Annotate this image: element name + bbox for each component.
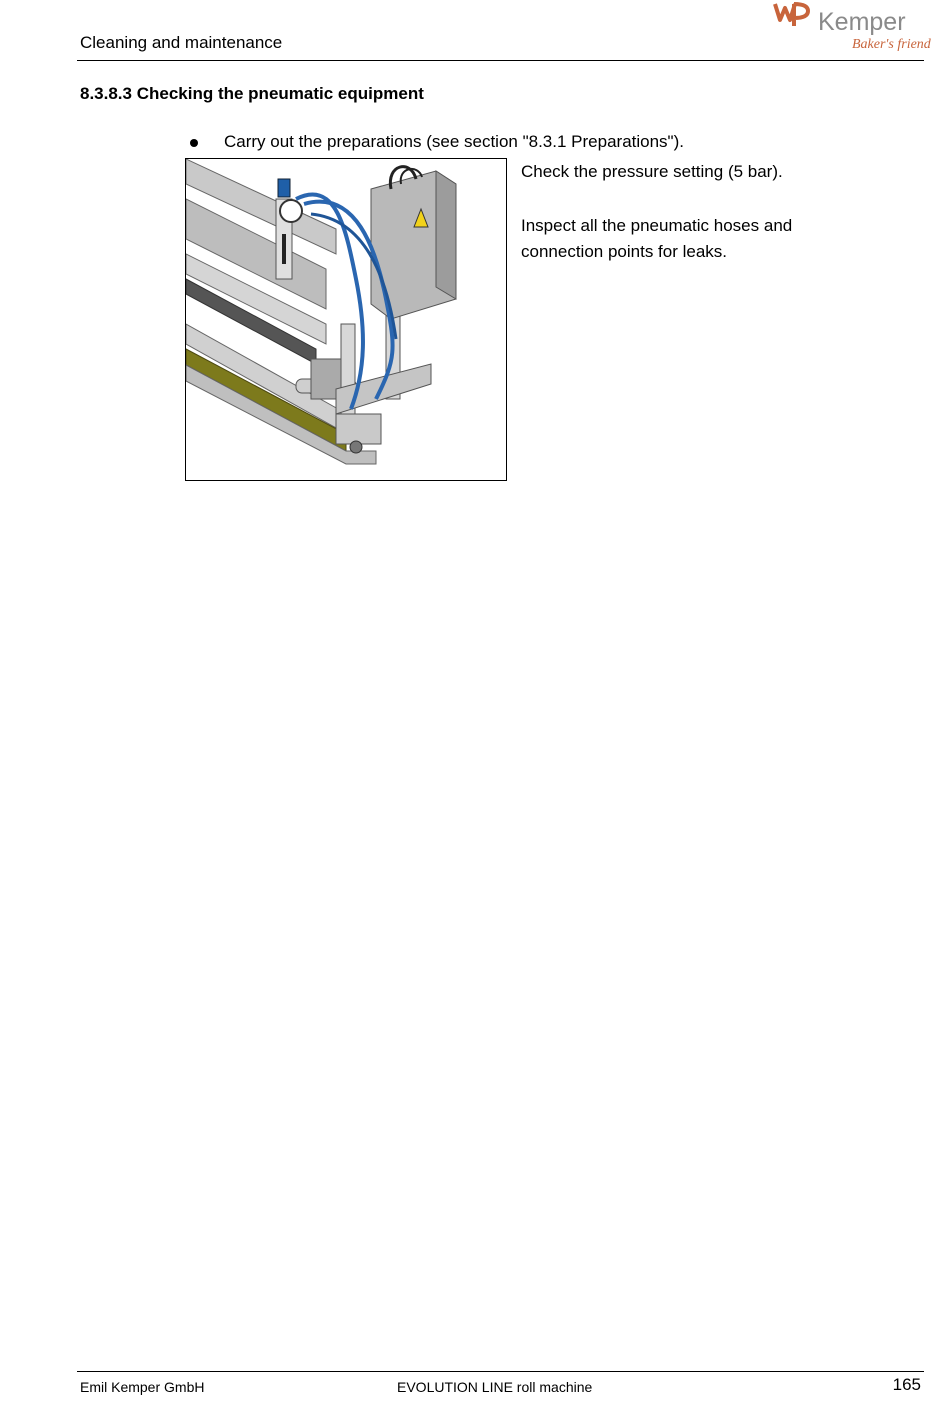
page-number: 165 — [892, 1375, 921, 1394]
logo-brand-text: Kemper — [818, 8, 906, 36]
kemper-logo — [772, 0, 932, 56]
section-heading: 8.3.8.3 Checking the pneumatic equipment — [80, 84, 424, 103]
header-divider — [77, 60, 924, 61]
bullet-dot-icon — [190, 139, 198, 147]
pneumatic-equipment-figure — [185, 158, 507, 481]
preparation-bullet — [190, 132, 684, 152]
page-header-title: Cleaning and maintenance — [80, 33, 283, 52]
logo-tagline-text: Baker's friend — [852, 37, 931, 52]
footer-divider — [77, 1371, 924, 1372]
bullet-text: Carry out the preparations (see section "8.3.1 Preparations"). — [224, 132, 684, 151]
footer-company: Emil Kemper GmbH — [80, 1379, 205, 1395]
instruction-inspect-hoses: Inspect all the pneumatic hoses and connection points for leaks. — [521, 216, 793, 261]
footer-product: EVOLUTION LINE roll machine — [397, 1379, 593, 1395]
instruction-check-pressure: Check the pressure setting (5 bar). — [521, 162, 783, 181]
